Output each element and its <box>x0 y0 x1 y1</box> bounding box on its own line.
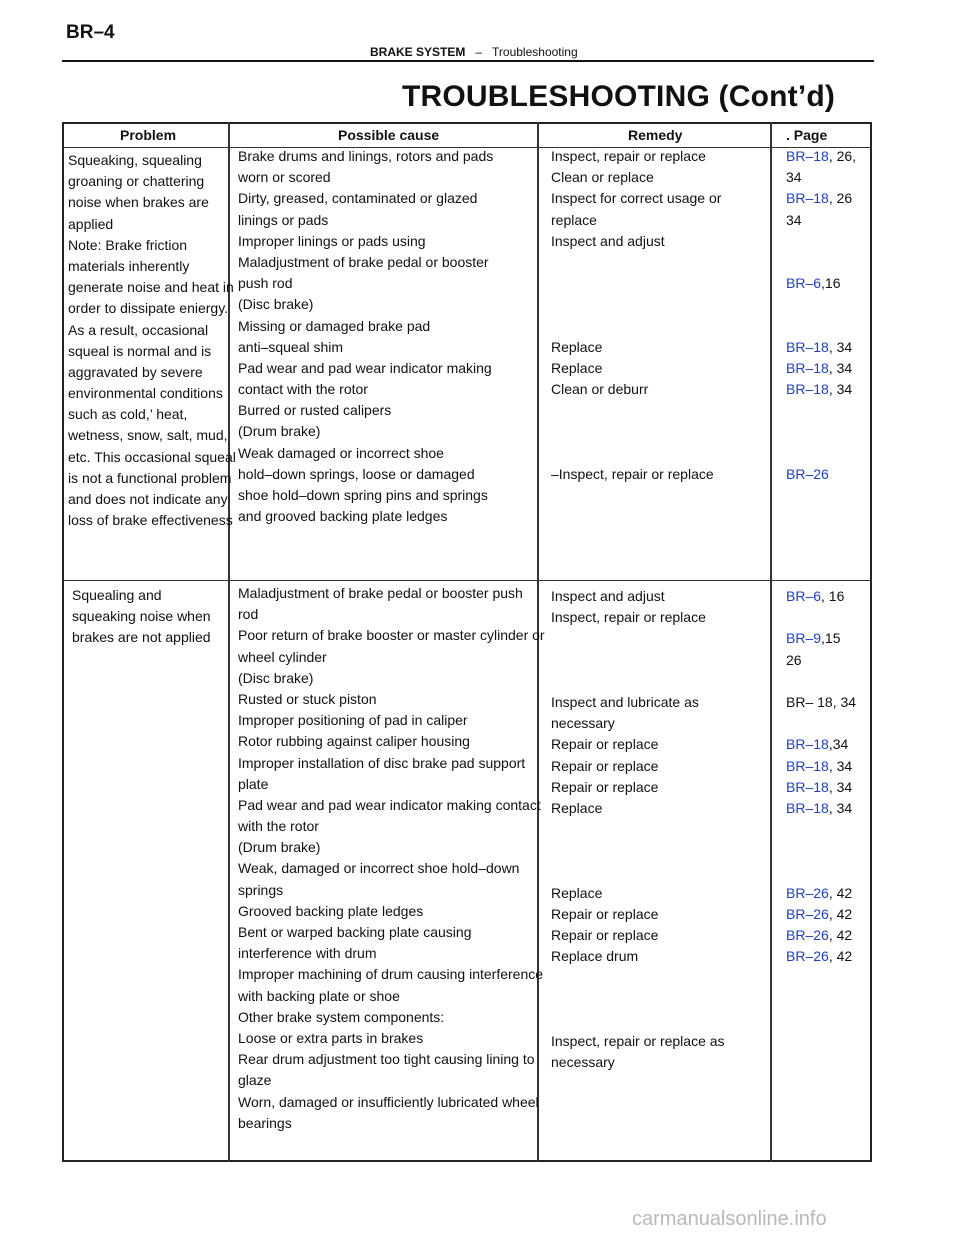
column-header-possible-cause: Possible cause <box>338 127 440 143</box>
page-ref-text: , 34 <box>828 359 853 376</box>
problem-line: aggravated by severe <box>68 363 203 380</box>
remedy-cell <box>551 146 721 485</box>
remedy-line: replace <box>551 211 597 228</box>
page-ref-line <box>786 146 856 167</box>
problem-line: wetness, snow, salt, mud, <box>68 427 228 444</box>
cause-line: Maladjustment of brake pedal or booster push <box>238 585 523 601</box>
cause-line: (Drum brake) <box>238 839 321 856</box>
page-ref-line <box>786 861 856 882</box>
remedy-line: Inspect and adjust <box>551 232 665 249</box>
cause-line: Dirty, greased, contaminated or glazed <box>238 190 478 207</box>
page-ref-line <box>786 358 856 379</box>
cause-line: springs <box>238 881 284 898</box>
page-code: BR–4 <box>66 22 115 43</box>
page-ref-text: , 34 <box>828 757 853 774</box>
page-ref-link[interactable]: BR–18 <box>786 190 829 207</box>
cause-line: rod <box>238 606 259 623</box>
problem-line: Squeaking, squealing <box>68 152 202 168</box>
problem-line: noise when brakes are <box>68 194 209 211</box>
cause-line: Rotor rubbing against caliper housing <box>238 733 470 750</box>
page-ref-text: , 34 <box>828 338 853 355</box>
page-ref-link[interactable]: BR–18 <box>786 799 829 816</box>
page-ref-line <box>786 337 856 358</box>
remedy-line <box>551 273 721 294</box>
page-ref-text: ,15 <box>821 630 841 647</box>
remedy-line: Repair or replace <box>551 778 659 795</box>
page-ref-text: , 34 <box>828 778 853 795</box>
problem-line: Note: Brake friction <box>68 236 188 253</box>
cause-line: with backing plate or shoe <box>238 987 400 1004</box>
page-ref-cell <box>786 586 856 967</box>
page-ref-line <box>786 628 856 649</box>
cause-line: with the rotor <box>238 818 319 835</box>
cause-line: Other brake system components: <box>238 1008 445 1025</box>
page-ref-line <box>786 400 856 421</box>
remedy-line: –Inspect, repair or replace <box>551 465 714 482</box>
cause-line: (Drum brake) <box>238 423 321 440</box>
cause-line: Bent or warped backing plate causing <box>238 924 472 940</box>
page-ref-link[interactable]: BR–26 <box>786 465 829 482</box>
page-ref-line <box>786 734 856 755</box>
page-ref-link[interactable]: BR–9 <box>786 630 822 647</box>
remedy-line: Inspect for correct usage or <box>551 190 722 207</box>
page-ref-link[interactable]: BR–18 <box>786 736 829 753</box>
remedy-line: Repair or replace <box>551 736 659 753</box>
page-ref-text: , 34 <box>828 381 853 398</box>
remedy-line: Replace <box>551 799 603 816</box>
problem-line: squeaking noise when <box>72 608 211 625</box>
problem-line: groaning or chattering <box>68 173 205 190</box>
page-ref-line <box>786 188 856 209</box>
cause-line: linings or pads <box>238 211 329 228</box>
page-ref-line <box>786 316 856 337</box>
problem-line: is not a functional problem <box>68 469 232 486</box>
page-ref-link[interactable]: BR–18 <box>786 381 829 398</box>
cause-line: (Disc brake) <box>238 296 314 313</box>
page-ref-text: , 42 <box>828 884 853 901</box>
remedy-line <box>551 443 721 464</box>
page-ref-line <box>786 777 856 798</box>
cause-line: Missing or damaged brake pad <box>238 317 431 334</box>
cause-line: Improper positioning of pad in caliper <box>238 712 468 729</box>
cause-line: Burred or rusted calipers <box>238 402 392 419</box>
remedy-line <box>551 861 725 882</box>
running-head <box>370 45 578 59</box>
remedy-line <box>551 650 725 671</box>
page-ref-cell <box>786 146 856 485</box>
remedy-line: Replace <box>551 338 603 355</box>
remedy-line: Replace drum <box>551 948 639 965</box>
cause-line: interference with drum <box>238 945 377 962</box>
cause-line: Worn, damaged or insufficiently lubricated wheel <box>238 1093 539 1110</box>
cause-line: Poor return of brake booster or master cylinder or <box>238 627 545 644</box>
cause-line: push rod <box>238 275 293 292</box>
page-ref-text: , 42 <box>828 948 853 965</box>
page-ref-line <box>786 167 856 188</box>
remedy-line <box>551 840 725 861</box>
cause-line: worn or scored <box>238 169 331 186</box>
page-ref-line <box>786 798 856 819</box>
remedy-cell <box>551 586 725 1073</box>
problem-line: environmental conditions <box>68 385 223 402</box>
problem-line: brakes are not applied <box>72 629 211 646</box>
remedy-line <box>551 671 725 692</box>
problem-line: order to dissipate eniergy. <box>68 300 229 317</box>
cause-line: Rusted or stuck piston <box>238 690 377 707</box>
column-header-remedy: Remedy <box>628 127 683 143</box>
page-ref-link[interactable]: BR–18 <box>786 148 829 164</box>
page-ref-link[interactable]: BR–18 <box>786 338 829 355</box>
cause-line: Weak, damaged or incorrect shoe hold–down <box>238 860 520 877</box>
cause-line: glaze <box>238 1072 272 1089</box>
cause-line: hold–down springs, loose or damaged <box>238 465 475 482</box>
page-ref-text: , 26, <box>828 148 857 164</box>
problem-line: Squealing and <box>72 587 162 603</box>
page-ref-line <box>786 252 856 273</box>
page-ref-line <box>786 925 856 946</box>
cause-line: Pad wear and pad wear indicator making <box>238 359 492 376</box>
page-ref-line <box>786 586 856 607</box>
cause-line: shoe hold–down spring pins and springs <box>238 487 488 503</box>
cause-line: Improper machining of drum causing interference <box>238 966 544 983</box>
remedy-line: Repair or replace <box>551 927 659 943</box>
header-rule <box>62 60 874 62</box>
cause-line: Maladjustment of brake pedal or booster <box>238 253 489 270</box>
remedy-line <box>551 252 721 273</box>
page-ref-link[interactable]: BR–26 <box>786 884 829 901</box>
page-ref-text: , 42 <box>828 905 853 922</box>
remedy-line: Clean or deburr <box>551 381 649 398</box>
page-ref-link[interactable]: BR–26 <box>786 948 829 965</box>
page-ref-line <box>786 210 856 231</box>
remedy-line <box>551 989 725 1010</box>
cause-line: Rear drum adjustment too tight causing lining to <box>238 1051 535 1068</box>
cause-line: Loose or extra parts in brakes <box>238 1029 424 1046</box>
column-divider <box>770 122 772 1162</box>
page-ref-text: 34 <box>786 169 802 186</box>
page-ref-line <box>786 883 856 904</box>
remedy-line: Inspect, repair or replace <box>551 148 706 164</box>
page-ref-text: ,34 <box>828 736 849 753</box>
section-title: BRAKE SYSTEM <box>370 45 466 59</box>
cause-line: Pad wear and pad wear indicator making contact <box>238 796 541 813</box>
problem-line: etc. This occasional squeal <box>68 448 236 465</box>
page-ref-line <box>786 671 856 692</box>
remedy-line: Repair or replace <box>551 757 659 774</box>
cause-line: wheel cylinder <box>238 648 327 665</box>
cause-line: Improper installation of disc brake pad support <box>238 754 526 771</box>
page-ref-line <box>786 379 856 400</box>
cause-line: anti–squeal shim <box>238 338 344 355</box>
remedy-line <box>551 316 721 337</box>
page-ref-line <box>786 713 856 734</box>
possible-cause-cell <box>238 146 493 527</box>
remedy-line <box>551 294 721 315</box>
row-divider <box>62 580 872 581</box>
page-ref-line <box>786 650 856 671</box>
cause-line: Improper linings or pads using <box>238 232 426 249</box>
page-ref-line <box>786 464 856 485</box>
page-ref-line <box>786 421 856 442</box>
cause-line: Weak damaged or incorrect shoe <box>238 444 444 461</box>
page-ref-line <box>786 904 856 925</box>
remedy-line: Replace <box>551 884 603 901</box>
remedy-line <box>551 819 725 840</box>
remedy-line <box>551 400 721 421</box>
cause-line: plate <box>238 775 269 792</box>
remedy-line: necessary <box>551 715 615 732</box>
remedy-line <box>551 967 725 988</box>
page-ref-link[interactable]: BR–18 <box>786 778 829 795</box>
cause-line: Brake drums and linings, rotors and pads <box>238 148 494 164</box>
watermark: carmanualsonline.info <box>632 1208 827 1230</box>
remedy-line <box>551 1010 725 1031</box>
remedy-line: Inspect and lubricate as <box>551 693 699 710</box>
problem-line: and does not indicate any <box>68 491 228 507</box>
page-ref-line <box>786 840 856 861</box>
remedy-line: Repair or replace <box>551 905 659 922</box>
page-ref-line <box>786 294 856 315</box>
page-ref-text: , 42 <box>828 927 853 943</box>
remedy-line <box>551 421 721 442</box>
problem-line: loss of brake effectiveness <box>68 512 233 529</box>
problem-line: As a result, occasional <box>68 321 209 338</box>
page-ref-line <box>786 756 856 777</box>
page-ref-line <box>786 231 856 252</box>
column-header-problem: Problem <box>120 127 177 143</box>
page-ref-link[interactable]: BR–6 <box>786 275 822 292</box>
header-separator: – <box>475 45 483 59</box>
cause-line: bearings <box>238 1114 292 1131</box>
problem-line: squeal is normal and is <box>68 342 212 359</box>
cause-line: and grooved backing plate ledges <box>238 508 448 525</box>
page-ref-link[interactable]: BR–26 <box>786 927 829 943</box>
remedy-line: Inspect and adjust <box>551 588 665 604</box>
column-header-page: . Page <box>786 127 828 143</box>
page-ref-line <box>786 273 856 294</box>
page-ref-line <box>786 819 856 840</box>
page-ref-line <box>786 443 856 464</box>
possible-cause-cell <box>238 583 545 1134</box>
remedy-line: necessary <box>551 1054 615 1071</box>
remedy-line: Inspect, repair or replace as <box>551 1032 725 1049</box>
remedy-line: Clean or replace <box>551 169 654 186</box>
remedy-line <box>551 628 725 649</box>
page-title: TROUBLESHOOTING (Cont’d) <box>402 80 836 113</box>
cause-line: (Disc brake) <box>238 669 314 686</box>
page-ref-line <box>786 946 856 967</box>
page-ref-link[interactable]: BR–18 <box>786 757 829 774</box>
remedy-line: Inspect, repair or replace <box>551 609 706 626</box>
page-ref-text: , 16 <box>821 588 845 604</box>
page-ref-link[interactable]: BR–26 <box>786 905 829 922</box>
subsection-title: Troubleshooting <box>492 45 578 59</box>
page-ref-text: BR– 18, 34 <box>786 693 857 710</box>
page-ref-text: 34 <box>786 211 802 228</box>
page-ref-text: ,16 <box>821 275 841 292</box>
problem-cell <box>68 150 236 531</box>
page-ref-link[interactable]: BR–18 <box>786 359 829 376</box>
remedy-line: Replace <box>551 359 603 376</box>
problem-cell <box>72 585 211 649</box>
page-ref-text: , 34 <box>828 799 853 816</box>
problem-line: materials inherently <box>68 257 190 274</box>
problem-line: applied <box>68 215 114 232</box>
cause-line: Grooved backing plate ledges <box>238 902 424 919</box>
problem-line: such as cold,’ heat, <box>68 406 188 423</box>
cause-line: contact with the rotor <box>238 381 368 398</box>
page-ref-text: 26 <box>786 651 802 668</box>
page-ref-line <box>786 607 856 628</box>
page-ref-text: , 26 <box>828 190 853 207</box>
page-ref-link[interactable]: BR–6 <box>786 588 822 604</box>
page-ref-line <box>786 692 856 713</box>
problem-line: generate noise and heat in <box>68 279 234 296</box>
